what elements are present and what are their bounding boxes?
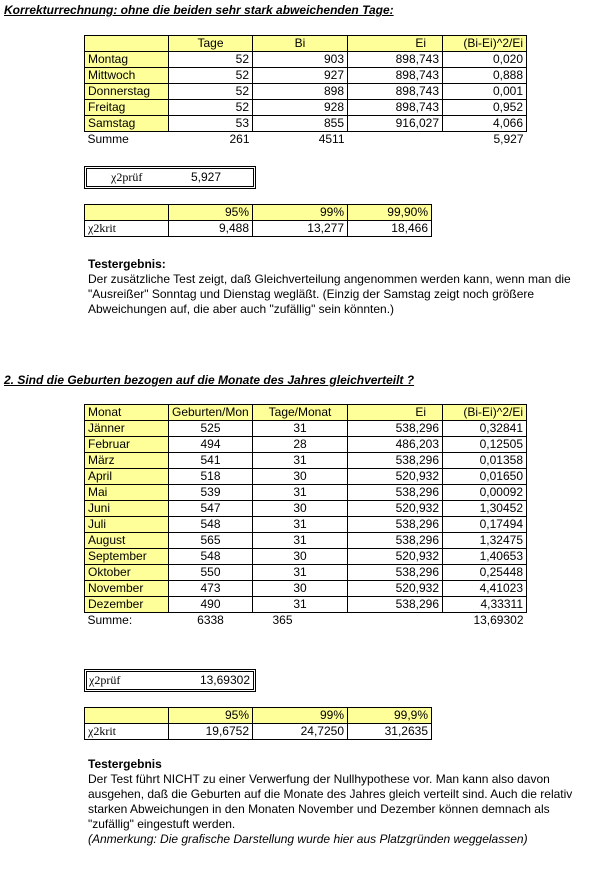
cell: 30	[253, 469, 348, 485]
table-header-row	[85, 708, 432, 724]
cell: χ2krit	[85, 221, 169, 237]
table-row	[85, 221, 432, 237]
cell: März	[85, 453, 169, 469]
cell: 538,296	[348, 517, 443, 533]
section2-krit-table	[84, 707, 432, 740]
section1-krit-table	[84, 204, 432, 237]
cell: Mittwoch	[85, 68, 169, 84]
section1-result	[88, 257, 588, 317]
cell: Donnerstag	[85, 84, 169, 100]
table-row	[85, 52, 527, 68]
cell: 898,743	[348, 84, 443, 100]
section2-heading: 2. Sind die Geburten bezogen auf die Monate des Jahres gleichverteilt ?	[4, 373, 415, 387]
cell: Oktober	[85, 565, 169, 581]
cell: 5,927	[493, 132, 524, 146]
cell: 52	[169, 100, 253, 116]
cell: χ2krit	[85, 724, 169, 740]
cell: 898,743	[348, 68, 443, 84]
cell: 1,40653	[443, 549, 527, 565]
cell: 6338	[197, 613, 224, 627]
table-row	[85, 421, 527, 437]
cell: 548	[169, 549, 253, 565]
cell: Freitag	[85, 100, 169, 116]
cell: 927	[253, 68, 348, 84]
table-row	[85, 549, 527, 565]
cell: 541	[169, 453, 253, 469]
cell: 898,743	[348, 52, 443, 68]
cell: 53	[169, 116, 253, 132]
header-cell	[85, 205, 169, 221]
header-cell: Bi	[253, 36, 348, 52]
result-note: (Anmerkung: Die grafische Darstellung wurde hier aus Platzgründen weggelassen)	[88, 832, 528, 846]
table-row	[85, 581, 527, 597]
header-cell: 99%	[253, 205, 348, 221]
cell: 538,296	[348, 565, 443, 581]
cell: 0,00092	[443, 485, 527, 501]
header-cell: Ei	[348, 405, 443, 421]
cell: 0,01650	[443, 469, 527, 485]
header-cell: 95%	[169, 708, 253, 724]
table-sum-row	[85, 132, 527, 148]
table-sum-row	[85, 613, 527, 629]
cell: 0,32841	[443, 421, 527, 437]
cell: 0,020	[443, 52, 527, 68]
cell: 4,066	[443, 116, 527, 132]
cell: 1,30452	[443, 501, 527, 517]
cell: 520,932	[348, 581, 443, 597]
cell: 494	[169, 437, 253, 453]
cell: 13,69302	[473, 613, 524, 627]
header-cell: 95%	[169, 205, 253, 221]
cell: 0,888	[443, 68, 527, 84]
table-row	[85, 724, 432, 740]
header-cell: Ei	[348, 36, 443, 52]
chi-pruef-value: 13,69302	[199, 673, 250, 687]
section2-result	[88, 757, 593, 847]
header-cell: 99%	[253, 708, 348, 724]
cell: 898,743	[348, 100, 443, 116]
header-cell: 99,9%	[348, 708, 432, 724]
cell: 0,001	[443, 84, 527, 100]
cell: 31,2635	[348, 724, 432, 740]
cell: 30	[253, 549, 348, 565]
cell: 9,488	[169, 221, 253, 237]
cell: 565	[169, 533, 253, 549]
cell: 538,296	[348, 485, 443, 501]
cell: 550	[169, 565, 253, 581]
cell: 31	[253, 485, 348, 501]
cell: 1,32475	[443, 533, 527, 549]
cell: 547	[169, 501, 253, 517]
table-row	[85, 116, 527, 132]
cell: November	[85, 581, 169, 597]
cell: 548	[169, 517, 253, 533]
cell: 538,296	[348, 533, 443, 549]
cell: Mai	[85, 485, 169, 501]
cell: 473	[169, 581, 253, 597]
cell: 30	[253, 581, 348, 597]
cell: 0,952	[443, 100, 527, 116]
cell: 31	[253, 421, 348, 437]
header-cell: Monat	[85, 405, 169, 421]
cell: 518	[169, 469, 253, 485]
table-header-row	[85, 405, 527, 421]
cell: August	[85, 533, 169, 549]
table-row	[85, 84, 527, 100]
cell	[348, 613, 443, 629]
cell: 490	[169, 597, 253, 613]
table-row	[85, 501, 527, 517]
table-row	[85, 565, 527, 581]
cell: 0,12505	[443, 437, 527, 453]
table-row	[85, 469, 527, 485]
cell: 24,7250	[253, 724, 348, 740]
cell: 903	[253, 52, 348, 68]
cell: 538,296	[348, 597, 443, 613]
chi-pruef-value: 5,927	[191, 170, 222, 184]
cell: 19,6752	[169, 724, 253, 740]
cell: 525	[169, 421, 253, 437]
chi-pruef-box	[86, 671, 254, 690]
result-text: Der zusätzliche Test zeigt, daß Gleichverteilung angenommen werden kann, wenn man die "Ausreißer" Sonntag und Dienstag wegläßt. (Einzig der Samstag zeigt noch größere Abweichungen auf, die aber auch "zufällig" sein könnten.)	[88, 272, 571, 316]
cell: 0,01358	[443, 453, 527, 469]
cell: 520,932	[348, 469, 443, 485]
cell: 4,33311	[443, 597, 527, 613]
cell: September	[85, 549, 169, 565]
table-row	[85, 485, 527, 501]
cell: Summe	[87, 132, 129, 146]
table-header-row	[85, 36, 527, 52]
cell: Juli	[85, 517, 169, 533]
cell: 13,277	[253, 221, 348, 237]
cell: 52	[169, 84, 253, 100]
cell: Dezember	[85, 597, 169, 613]
cell: 520,932	[348, 549, 443, 565]
table-row	[85, 437, 527, 453]
cell: 539	[169, 485, 253, 501]
cell: 18,466	[348, 221, 432, 237]
cell: 928	[253, 100, 348, 116]
cell: Jänner	[85, 421, 169, 437]
header-cell: Tage	[169, 36, 253, 52]
result-text: Der Test führt NICHT zu einer Verwerfung der Nullhypothese vor. Man kann also davon ausgehen, daß die Geburten auf die Monate des Jahres gleich verteilt sind. Auch die relativ starken Abweichungen in den Monaten November und Dezember können demnach als "zufällig" eingestuft werden.	[88, 772, 573, 831]
cell: 31	[253, 597, 348, 613]
header-cell	[85, 708, 169, 724]
cell: 898	[253, 84, 348, 100]
header-cell: 99,90%	[348, 205, 432, 221]
result-title: Testergebnis:	[88, 257, 166, 271]
cell: 31	[253, 533, 348, 549]
table-row	[85, 68, 527, 84]
cell: 365	[272, 613, 293, 627]
cell: 486,203	[348, 437, 443, 453]
cell: Summe:	[87, 613, 133, 627]
cell: 31	[253, 565, 348, 581]
cell: 538,296	[348, 421, 443, 437]
cell: 261	[229, 132, 250, 146]
cell: 4,41023	[443, 581, 527, 597]
cell: 855	[253, 116, 348, 132]
cell: 31	[253, 453, 348, 469]
chi-pruef-label: χ2prüf	[89, 673, 121, 687]
cell	[348, 132, 443, 148]
cell: 30	[253, 501, 348, 517]
cell: 0,25448	[443, 565, 527, 581]
table-row	[85, 453, 527, 469]
cell: 28	[253, 437, 348, 453]
cell: 4511	[318, 132, 345, 146]
cell: Februar	[85, 437, 169, 453]
header-cell	[85, 36, 169, 52]
cell: 520,932	[348, 501, 443, 517]
cell: 916,027	[348, 116, 443, 132]
table-row	[85, 100, 527, 116]
cell: 52	[169, 68, 253, 84]
cell: 0,17494	[443, 517, 527, 533]
cell: 52	[169, 52, 253, 68]
header-cell: Geburten/Mon	[169, 405, 253, 421]
cell: Juni	[85, 501, 169, 517]
cell: 31	[253, 517, 348, 533]
cell: April	[85, 469, 169, 485]
header-cell: Tage/Monat	[253, 405, 348, 421]
cell: Montag	[85, 52, 169, 68]
section1-heading: Korrekturrechnung: ohne die beiden sehr stark abweichenden Tage:	[4, 3, 394, 17]
section1-table	[84, 35, 527, 147]
section2-table	[84, 404, 527, 628]
table-row	[85, 517, 527, 533]
chi-pruef-box	[86, 168, 254, 187]
chi-pruef-label: χ2prüf	[111, 170, 143, 184]
table-row	[85, 533, 527, 549]
result-title: Testergebnis	[88, 757, 162, 771]
cell: 538,296	[348, 453, 443, 469]
table-header-row	[85, 205, 432, 221]
table-row	[85, 597, 527, 613]
header-cell: (Bi-Ei)^2/Ei	[443, 36, 527, 52]
cell: Samstag	[85, 116, 169, 132]
header-cell: (Bi-Ei)^2/Ei	[443, 405, 527, 421]
